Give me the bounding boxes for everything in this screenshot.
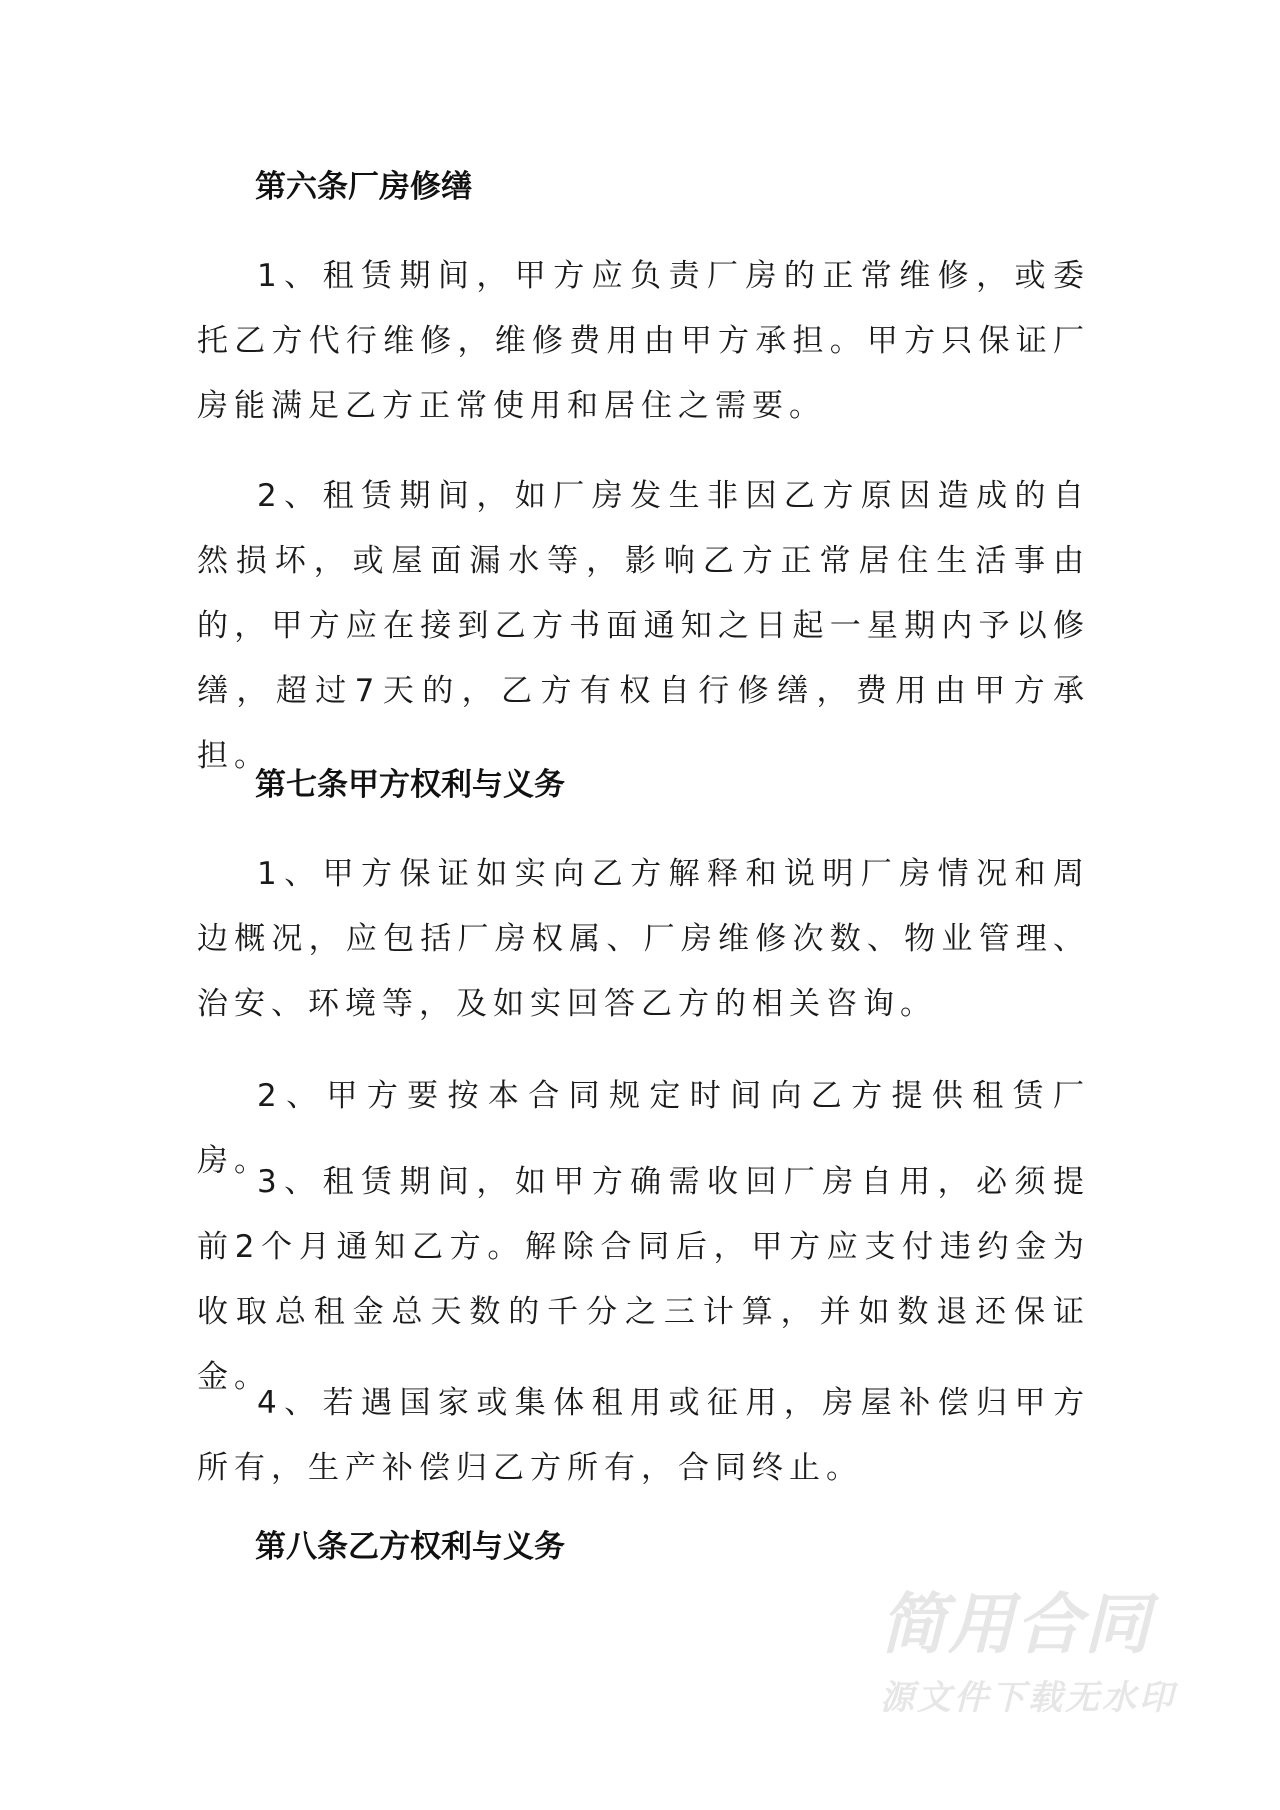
watermark <box>880 1585 1180 1723</box>
section-8-heading: 第八条乙方权利与义务 <box>255 1529 565 1565</box>
section-6-heading: 第六条厂房修缮 <box>255 169 472 205</box>
section-6-paragraph-1: 1、租赁期间，甲方应负责厂房的正常维修，或委托乙方代行维修，维修费用由甲方承担。甲方只保证厂房能满足乙方正常使用和居住之需要。 <box>197 258 1090 424</box>
section-6-paragraph-2: 2、租赁期间，如厂房发生非因乙方原因造成的自然损坏，或屋面漏水等，影响乙方正常居住生活事由的，甲方应在接到乙方书面通知之日起一星期内予以修缮，超过7天的，乙方有权自行修缮，费用由甲方承担。 <box>197 478 1090 774</box>
watermark-title: 简用合同 <box>880 1586 1152 1663</box>
watermark-subtitle: 源文件下载无水印 <box>880 1678 1176 1718</box>
section-7-heading: 第七条甲方权利与义务 <box>255 767 565 803</box>
section-7-paragraph-1: 1、甲方保证如实向乙方解释和说明厂房情况和周边概况，应包括厂房权属、厂房维修次数、物业管理、治安、环境等，及如实回答乙方的相关咨询。 <box>197 856 1090 1022</box>
section-7-paragraph-2: 2、甲方要按本合同规定时间向乙方提供租赁厂房。 <box>197 1078 1090 1179</box>
section-7-paragraph-3: 3、租赁期间，如甲方确需收回厂房自用，必须提前2个月通知乙方。解除合同后，甲方应支付违约金为收取总租金总天数的千分之三计算，并如数退还保证金。 <box>197 1164 1090 1395</box>
section-7-paragraph-4: 4、若遇国家或集体租用或征用，房屋补偿归甲方所有，生产补偿归乙方所有，合同终止。 <box>197 1385 1090 1486</box>
